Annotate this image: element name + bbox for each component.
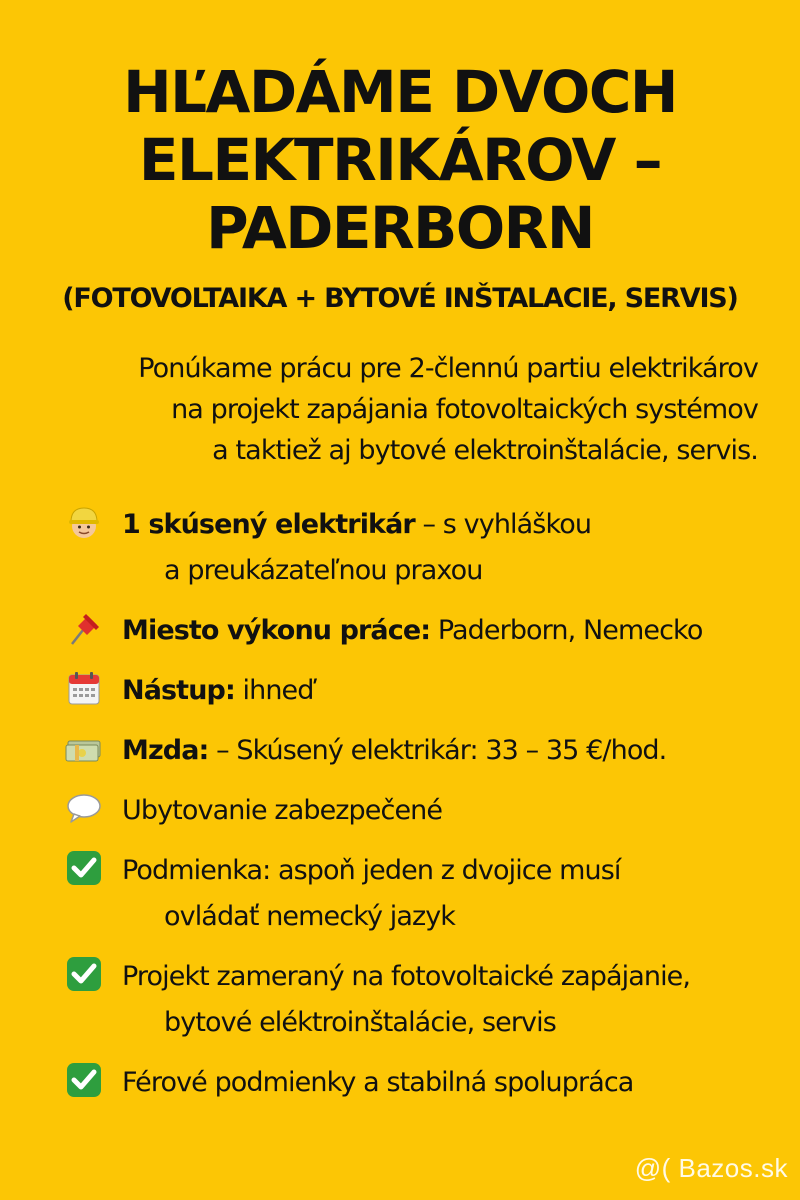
item-text-continued: ovládať nemecký jazyk <box>164 901 456 932</box>
item-label: Nástup: <box>122 675 235 706</box>
intro-line: Ponúkame prácu pre 2-člennú partiu elektrikárov <box>138 353 758 384</box>
watermark: @( Bazos.sk <box>634 1153 788 1183</box>
item-label: Miesto výkonu práce: <box>122 615 431 646</box>
list-item <box>64 608 784 668</box>
item-text: Podmienka: aspoň jeden z dvojice musí <box>122 855 621 886</box>
item-text-continued: a preukázateľnou praxou <box>164 555 483 586</box>
speech-bubble-icon <box>64 788 104 828</box>
intro-paragraph <box>138 348 758 471</box>
item-text: – s vyhláškou <box>414 509 592 540</box>
list-item <box>64 728 784 788</box>
benefits-list <box>64 502 784 1120</box>
intro-line: na projekt zapájania fotovoltaických systémov <box>171 394 758 425</box>
money-icon <box>64 728 104 768</box>
intro-line: a taktiež aj bytové elektroinštalácie, servis. <box>212 435 758 466</box>
item-label: Mzda: <box>122 735 209 766</box>
pushpin-icon <box>64 608 104 648</box>
subtitle: (FOTOVOLTAIKA + BYTOVÉ INŠTALACIE, SERVIS) <box>62 283 738 314</box>
item-label: 1 skúsený elektrikár <box>122 509 415 540</box>
check-mark-icon <box>64 1060 104 1100</box>
title-line: PADERBORN <box>206 194 594 262</box>
construction-worker-icon <box>64 502 104 542</box>
item-text: Projekt zameraný na fotovoltaické zapájanie, <box>122 961 691 992</box>
item-text: ihneď <box>234 675 314 706</box>
page-title <box>0 58 800 262</box>
check-mark-icon <box>64 848 104 888</box>
title-line: ELEKTRIKÁROV – <box>138 126 662 194</box>
item-text: Ubytovanie zabezpečené <box>122 795 443 826</box>
calendar-icon <box>64 668 104 708</box>
title-line: HĽADÁME DVOCH <box>123 58 677 126</box>
list-item <box>64 788 784 848</box>
list-item <box>64 848 784 954</box>
item-text: Férové podmienky a stabilná spolupráca <box>122 1067 634 1098</box>
list-item <box>64 668 784 728</box>
item-text: – Skúsený elektrikár: 33 – 35 €/hod. <box>208 735 667 766</box>
item-text-continued: bytové eléktroinštalácie, servis <box>164 1007 556 1038</box>
check-mark-icon <box>64 954 104 994</box>
list-item <box>64 1060 784 1120</box>
list-item <box>64 954 784 1060</box>
item-text: Paderborn, Nemecko <box>430 615 703 646</box>
list-item <box>64 502 784 608</box>
